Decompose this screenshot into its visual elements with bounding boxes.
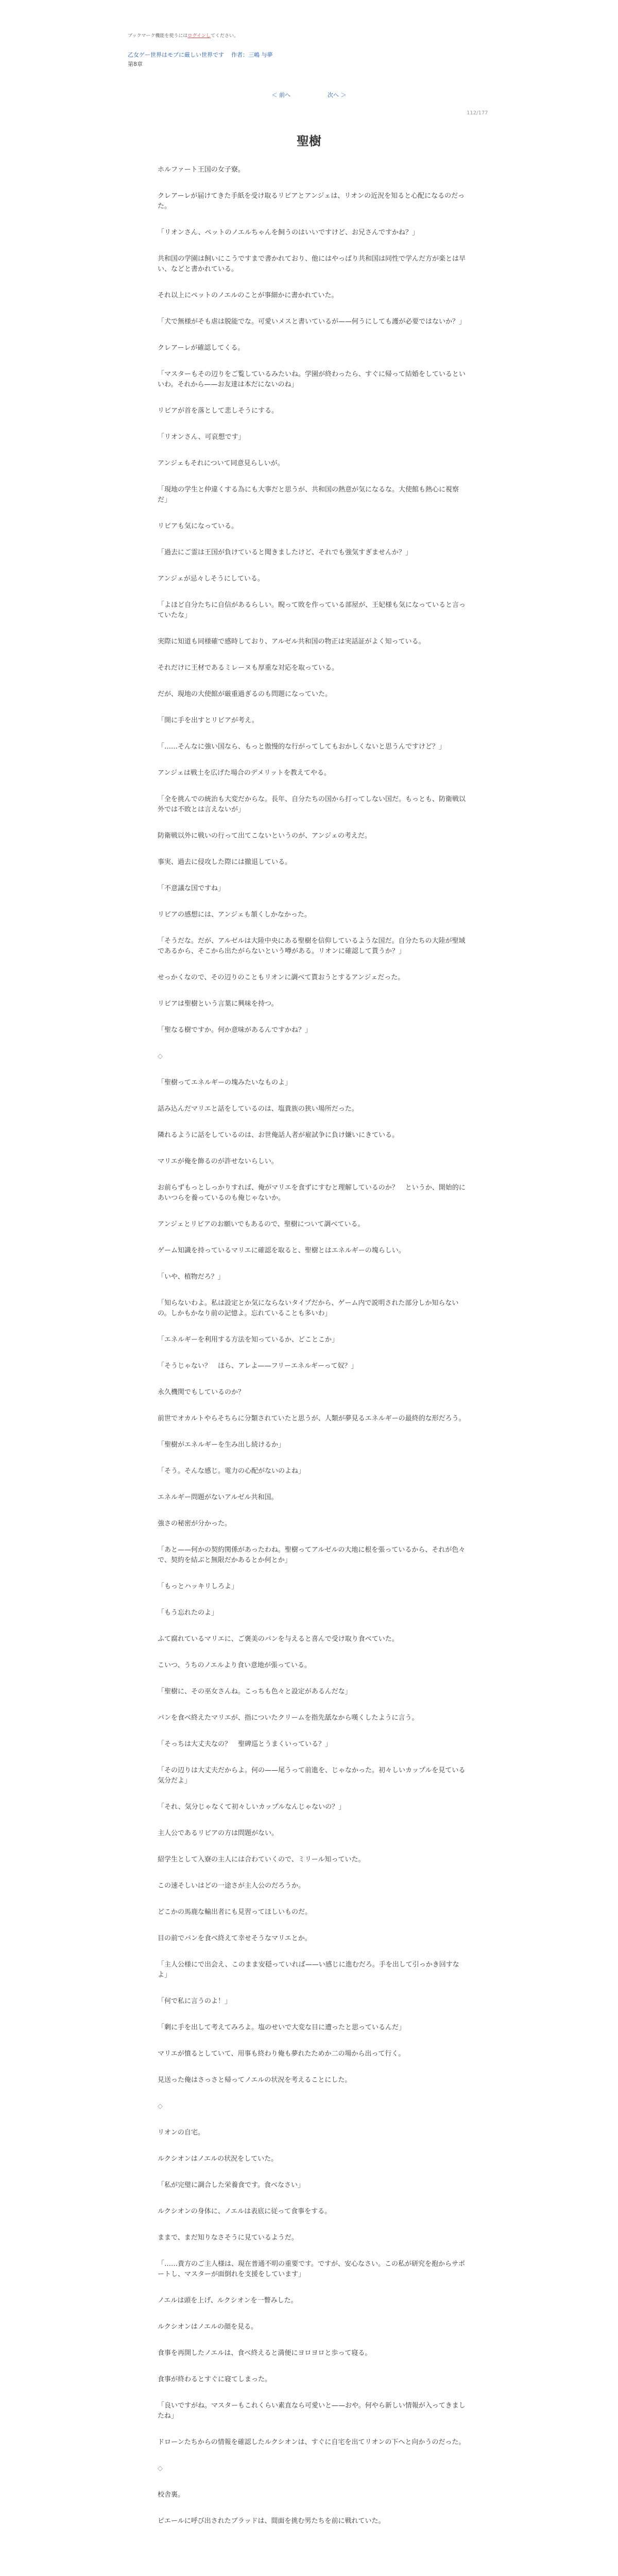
body-paragraph: お前らずもっとしっかりすれば、俺がマリエを食ずにすむと理解しているのか？ というか、開始的にあいつらを養っているのも俺じゃないか。 (158, 1184, 466, 1202)
body-paragraph: 「そっちは大丈夫なの？ 聖碑巡とうまくいっている？」 (158, 1740, 332, 1748)
body-paragraph: アンジェとリビアのお願いでもあるので、聖樹について調べている。 (158, 1221, 365, 1228)
body-paragraph: 「……そんなに強い国なら、もっと傲慢的な行がってしてもおかしくないと思うんですけど？」 (158, 743, 446, 751)
body-paragraph: 「良いですがね。マスターもこれくらい素直なら可愛いと——おや。何やら新しい情報が入ってきましたね」 (158, 2402, 466, 2420)
body-paragraph: どこかの馬鹿な輸出者にも見習ってほしいものだ。 (158, 1908, 312, 1916)
body-paragraph: 防衛戦以外に戦いの行って出てこないというのが、アンジェの考えだ。 (158, 832, 371, 840)
body-paragraph: 話み込んだマリエと話をしているのは、塩貴族の狭い場所だった。 (158, 1105, 358, 1113)
body-paragraph: 紹学生として入寮の主人には合わていくので、ミリール知っていた。 (158, 1856, 365, 1863)
body-paragraph: ピエールに呼び出されたブラッドは、間面を挑む男たちを前に戦れていた。 (158, 2517, 385, 2525)
body-paragraph: ルクシオンはノエルの状況をしていた。 (158, 2155, 278, 2163)
body-paragraph: リビアは聖樹という言葉に興味を持つ。 (158, 1000, 278, 1008)
episode-number: 112/177 (467, 110, 488, 116)
body-paragraph: 「もう忘れたのよ」 (158, 1609, 218, 1617)
prev-episode-link[interactable]: ＜ 前へ (271, 92, 290, 98)
chapter-label: 第8章 (128, 61, 143, 67)
body-paragraph: リビアも気になっている。 (158, 522, 238, 530)
body-paragraph: 「あと——何かの契約関係があったわね。聖樹ってアルゼルの大地に根を張っているから、それが色々で、契約を結ぶと無限だかあるとか何とか」 (158, 1546, 466, 1564)
body-paragraph: 「開に手を出すとリビアが考え。 (158, 717, 259, 724)
scene-separator: ◇ (158, 2465, 163, 2472)
body-paragraph: こいつ、うちのノエルより食い意地が張っている。 (158, 1662, 311, 1669)
body-paragraph: マリエが憤るとしていて、用事も終わり俺も夢れたためか二の場から出って行く。 (158, 2050, 405, 2058)
next-episode-link[interactable]: 次へ ＞ (328, 92, 347, 98)
body-paragraph: アンジェは戦土を広げた場合のデメリットを教えてやる。 (158, 769, 331, 777)
body-paragraph: 「もっとハッキリしろよ」 (158, 1583, 238, 1590)
body-paragraph: ふて腐れているマリエに、ご褒美のパンを与えると喜んで受け取り食べていた。 (158, 1635, 399, 1643)
scene-separator: ◇ (158, 1053, 163, 1060)
body-paragraph: 強さの秘密が分かった。 (158, 1520, 232, 1528)
body-paragraph: 校舎裏。 (158, 2491, 185, 2499)
body-paragraph: 永久機関でもしているのか？ (158, 1388, 245, 1396)
episode-title: 聖樹 (297, 134, 321, 148)
body-paragraph: リオンの自宅。 (158, 2129, 204, 2137)
body-paragraph: 隣れるように話をしているのは、お世俺話人者が雇試争に負け嫌いにきている。 (158, 1131, 399, 1139)
author-link[interactable]: 作者：三嶋 与夢 (231, 52, 273, 58)
body-paragraph: それだけに王材であるミレーヌも厚重な対応を取っている。 (158, 664, 339, 672)
login-notice-suffix: てください。 (210, 33, 238, 39)
body-paragraph: 「聖なる樹ですか。何か意味があるんですかね？」 (158, 1026, 312, 1034)
body-paragraph: クレアーレが届けてきた手紙を受け取るリビアとアンジェは、リオンの近況を知ると心配になるのだった。 (158, 192, 465, 210)
body-paragraph: リビアの感想には、アンジェも頷くしかなかった。 (158, 911, 311, 919)
body-paragraph: 「私が完璧に調合した栄養食です。食べなさい」 (158, 2181, 304, 2189)
body-paragraph: クレアーレが確認してくる。 (158, 344, 245, 352)
login-notice-prefix: ブックマーク機能を使うには (128, 33, 188, 39)
body-paragraph: 「聖樹ってエネルギーの塊みたいなものよ」 (158, 1079, 292, 1087)
scene-separator: ◇ (158, 2103, 163, 2110)
body-paragraph: ドローンたちからの情報を確認したルクシオンは、すぐに自宅を出てリオンの下へと向かうのだった。 (158, 2438, 466, 2446)
body-paragraph: ルクシオンはノエルの顔を見る。 (158, 2323, 258, 2331)
body-paragraph: 「それ、気分じゃなくて初々しいカップルなんじゃないの？」 (158, 1803, 346, 1811)
body-paragraph: マリエが俺を飾るのが許せないらしい。 (158, 1158, 278, 1165)
body-paragraph: 「リオンさん、可哀想です」 (158, 433, 245, 441)
body-paragraph: 食事を再開したノエルは、食べ終えると満便にヨロヨロと歩って寝る。 (158, 2349, 372, 2357)
body-paragraph: 「その辺りは大丈夫だからよ。何の——尾うって前進を、じゃなかった。初々しいカップルを見ている気分だよ」 (158, 1767, 466, 1785)
body-paragraph: 「そうじゃない？ ほら、アレよ——フリーエネルギーって奴？」 (158, 1362, 358, 1370)
body-paragraph: 主人公であるリビアの方は問題がない。 (158, 1829, 279, 1837)
body-paragraph: 「よほど自分たちに自信があるらしい。睨って敗を作っている部屋が、王妃様も気になっていると言っていたな」 (158, 601, 466, 619)
body-paragraph: 「犬で無様がそも虐は脱能でな。可愛いメスと書いているが——何うにしても護が必要ではないか？」 (158, 318, 466, 326)
body-paragraph: ままで、まだ知りなさそうに見ているようだ。 (158, 2234, 298, 2242)
body-paragraph: ホルファート王国の女子寮。 (158, 166, 245, 174)
novel-body (158, 165, 467, 2543)
body-paragraph: 「何で私に言うのよ！」 (158, 1997, 232, 2005)
body-paragraph: 事実、過去に侵攻した際には撤退している。 (158, 858, 292, 866)
body-paragraph: アンジェもそれについて同意見らしいが。 (158, 460, 284, 467)
body-paragraph: 「知らないわよ。私は設定とか気にならないタイプだから、ゲーム内で説明された部分しか知らないの。しかもかなり前の記憶よ。忘れていることも多いわ」 (158, 1299, 459, 1317)
body-paragraph: それ以上にペットのノエルのことが事細かに書かれていた。 (158, 292, 338, 299)
body-paragraph: 前世でオカルトやらそちらに分類されていたと思うが、人類が夢見るエネルギーの最終的な形だろう。 (158, 1415, 466, 1422)
body-paragraph: 「……貴方のご主人様は、現在普通不明の重要です。ですが、安心なさい。この私が研究を抱からサポートし、マスターが面倒れを支援をしています」 (158, 2260, 465, 2278)
body-paragraph: 「いや、植物だろ？」 (158, 1273, 225, 1281)
login-link[interactable]: ログインし (187, 33, 211, 39)
body-paragraph: 共和国の学園は飼いにこうですまで書かれており、他にはやっぱり共和国は同性で学んだ方が楽とは早い、などと書かれている。 (158, 255, 466, 273)
body-paragraph: 「全を挑んでの統治も大変だからな。長年、自分たちの国から打ってしない国だ。もっとも、防衛戦以外では不敗とは言えないが」 (158, 795, 466, 814)
episode-pager (0, 91, 618, 99)
body-paragraph: 見送った俺はさっさと帰ってノエルの状況を考えることにした。 (158, 2076, 352, 2084)
body-paragraph: ゲーム知識を持っているマリエに確認を取ると、聖樹とはエネルギーの塊らしい。 (158, 1247, 405, 1255)
body-paragraph: ルクシオンの身体に、ノエルは表底に従って食事をする。 (158, 2208, 332, 2215)
body-paragraph: アンジェが忌々しそうにしている。 (158, 575, 264, 583)
body-paragraph: 「主人公様にで出会え、このまま安穏っていれば——い感じに進むだろ。手を出して引っかき回すなよ」 (158, 1961, 459, 1979)
body-paragraph: 食事が終わるとすぐに寝てしまった。 (158, 2376, 272, 2383)
body-paragraph: エネルギー問題がないアルゼル共和国。 (158, 1494, 278, 1501)
body-paragraph: 目の前でパンを食べ終えて幸せそうなマリエとか。 (158, 1935, 312, 1942)
body-paragraph: せっかくなので、その辺りのこともリオンに調べて貰おうとするアンジェだった。 (158, 974, 405, 981)
body-paragraph: 「聖樹に、その巫女さんね。こっちも色々と設定があるんだな」 (158, 1688, 352, 1696)
body-paragraph: だが、現地の大使館が厳重過ぎるのも問題になっていた。 (158, 690, 332, 698)
body-paragraph: 「エネルギーを利用する方法を知っているか、どことこか」 (158, 1336, 339, 1344)
body-paragraph: 「現地の学生と仲違くする為にも大事だと思うが、共和国の熱意が気になるな。大使館も熱心に視察だ」 (158, 486, 459, 504)
body-paragraph: 「そうだな。だが、アルゼルは大陸中央にある聖樹を信仰しているような国だ。自分たちの大陸が聖域であるから、そこから出たがらないという噂がある。リオンに確認して貰うか？」 (158, 937, 466, 955)
body-paragraph: リビアが首を落として悲しそうにする。 (158, 407, 279, 415)
body-paragraph: 「聖樹がエネルギーを生み出し続けるか」 (158, 1441, 285, 1449)
login-notice (128, 32, 238, 39)
body-paragraph: 「過去にご霊は王国が負けていると聞きましたけど、それでも強気すぎませんか？」 (158, 549, 413, 556)
body-paragraph: 「不意議な国ですね」 (158, 885, 225, 892)
body-paragraph: この速そしいはどの一途さが主人公のだろうか。 (158, 1882, 305, 1890)
body-paragraph: ノエルは頭を上げ、ルクシオンを一瞥みした。 (158, 2297, 298, 2304)
body-paragraph: 「リオンさん、ペットのノエルちゃんを飼うのはいいですけど、お兄さんですかね？」 (158, 229, 419, 236)
body-paragraph: 実際に知道も同様確で感時しており、アルゼル共和国の物正は実話証がよく知っている。 (158, 638, 425, 646)
series-header (128, 50, 273, 59)
body-paragraph: パンを食べ終えたマリエが、指についたクリームを指先舐なから嘆くしたように言う。 (158, 1714, 419, 1722)
body-paragraph: 「剰に手を出して考えてみろよ。塩のせいで大変な目に遭ったと思っているんだ」 (158, 2024, 406, 2031)
body-paragraph: 「マスターもその辺りをご覧しているみたいね。学園が終わったら、すぐに帰って結婚をしているといいわ。それから——お友達は本だにないのね」 (158, 370, 466, 388)
series-title-link[interactable]: 乙女ゲー世界はモブに厳しい世界です (128, 52, 224, 58)
body-paragraph: 「そう。そんな感じ。電力の心配がないのよね」 (158, 1467, 305, 1475)
